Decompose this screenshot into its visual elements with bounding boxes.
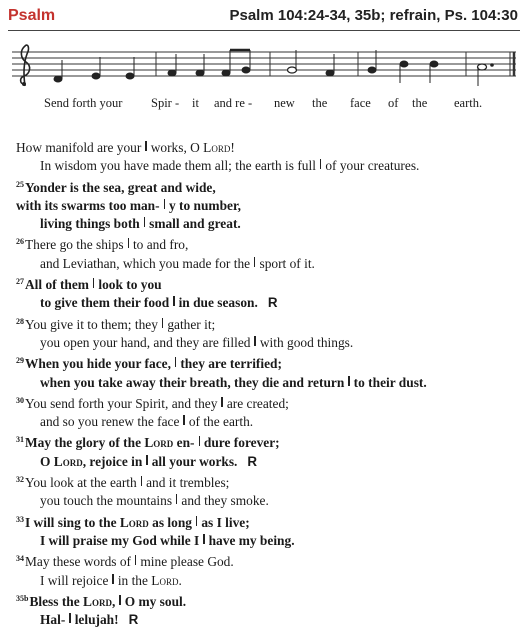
- verse-number: 27: [16, 277, 24, 287]
- verse-text: O: [40, 453, 54, 469]
- verse-text: Yonder is the sea, great and wide,: [25, 179, 216, 195]
- verse-line: [16, 176, 521, 197]
- verse-text: living things both: [40, 216, 140, 232]
- psalm-verses: [16, 139, 521, 629]
- note: [400, 61, 408, 67]
- verse-number: 35b: [16, 593, 29, 603]
- verse-number: 29: [16, 356, 24, 366]
- verse-number: 33: [16, 514, 24, 524]
- verse-text: they are terrified;: [180, 356, 282, 372]
- verse-line: [16, 492, 521, 510]
- pointing-mark: [164, 199, 165, 209]
- verse-text: have my being.: [208, 532, 295, 548]
- verse-text: gather it;: [167, 316, 216, 332]
- note: [92, 73, 100, 79]
- verse-line: [16, 392, 521, 413]
- verse-line: [16, 233, 521, 254]
- verse-text: You give it to them; they: [25, 316, 158, 332]
- verse-line: [16, 197, 521, 215]
- lyric-syllable: new: [274, 96, 295, 110]
- verse-text: Hal-: [40, 612, 66, 628]
- verse-text: , rejoice in: [82, 453, 143, 469]
- verse-text: small and great.: [149, 216, 241, 232]
- refrain-marker: R: [128, 612, 139, 628]
- verse-text: and so you renew the face: [40, 414, 180, 430]
- verse-text: .: [178, 572, 182, 588]
- pointing-mark: [199, 436, 200, 446]
- pointing-mark: [175, 357, 176, 367]
- divine-name: Lord: [144, 435, 174, 451]
- verse-text: to and fro,: [132, 237, 189, 253]
- note: [196, 70, 204, 76]
- lyric-syllable: the: [312, 96, 328, 110]
- lyric-syllable: and re -: [214, 96, 253, 110]
- verse-line: [16, 453, 521, 471]
- verse-number: 34: [16, 554, 24, 564]
- verse-text: of your creatures.: [325, 158, 420, 174]
- verse-line: [16, 294, 521, 312]
- verse-text: you open your hand, and they are filled: [40, 334, 251, 350]
- verse-text: Bless the: [29, 593, 84, 609]
- verse-text: and they smoke.: [181, 493, 269, 509]
- verse-text: in due season.: [178, 295, 258, 311]
- pointing-mark: [176, 494, 177, 504]
- verse-line: [16, 532, 521, 550]
- verse-text: in the: [117, 572, 152, 588]
- verse-text: lelujah!: [74, 612, 119, 628]
- verse-line: [16, 215, 521, 233]
- divine-name: Lord: [53, 453, 83, 469]
- refrain-marker: R: [247, 453, 258, 469]
- verse-text: you touch the mountains: [40, 493, 173, 509]
- verse-line: [16, 572, 521, 590]
- lyric-syllable: the: [412, 96, 428, 110]
- verse-line: [16, 611, 521, 629]
- verse-text: May these words of: [25, 554, 131, 570]
- verse-text: I will sing to the: [25, 514, 120, 530]
- dotted-half-note: [478, 64, 487, 70]
- notes: [54, 50, 493, 86]
- verse-text: and it trembles;: [146, 475, 230, 491]
- divine-name: Lord: [83, 593, 112, 609]
- verse-text: all your works.: [151, 453, 238, 469]
- note: [222, 70, 230, 76]
- verse-text: I will praise my God while I: [40, 532, 200, 548]
- verse-text: with its swarms too man-: [16, 197, 160, 213]
- pointing-mark: [254, 336, 255, 346]
- pointing-mark: [221, 397, 222, 407]
- verse-line: [16, 313, 521, 334]
- note: [368, 67, 376, 73]
- verse-text: are created;: [226, 395, 289, 411]
- half-note: [288, 67, 297, 73]
- section-label: Psalm: [8, 7, 56, 24]
- lyric-syllable: face: [350, 96, 371, 110]
- lyric-syllable: Spir -: [151, 96, 180, 110]
- note: [430, 61, 438, 67]
- music-notation: [10, 40, 520, 92]
- verse-line: [16, 374, 521, 392]
- note: [168, 70, 176, 76]
- pointing-mark: [112, 574, 113, 584]
- pointing-mark: [135, 555, 136, 565]
- verse-line: [16, 413, 521, 431]
- verse-text: !: [230, 140, 235, 155]
- lyric-syllable: Send forth your: [44, 96, 123, 110]
- lyric-syllable: it: [192, 96, 199, 110]
- verse-text: sport of it.: [259, 255, 315, 271]
- psalm-reference: Psalm 104:24-34, 35b; refrain, Ps. 104:30: [229, 7, 518, 24]
- note-dot: [491, 64, 494, 67]
- verse-number: 31: [16, 435, 24, 445]
- verse-text: as I live;: [201, 514, 250, 530]
- verse-line: [16, 590, 521, 611]
- verse-line: [16, 157, 521, 175]
- verse-text: and Leviathan, which you made for the: [40, 255, 251, 271]
- verse-line: [16, 550, 521, 571]
- verse-text: to their dust.: [353, 374, 427, 390]
- divine-name: Lord: [119, 514, 149, 530]
- verse-number: 25: [16, 179, 24, 189]
- divine-name: Lord: [151, 572, 179, 588]
- divine-name: Lord: [203, 140, 231, 155]
- pointing-mark: [348, 376, 349, 386]
- pointing-mark: [203, 534, 204, 544]
- pointing-mark: [173, 296, 174, 306]
- verse-text: look to you: [98, 277, 162, 293]
- verse-line: [16, 431, 521, 452]
- verse-text: dure forever;: [203, 435, 280, 451]
- pointing-mark: [128, 238, 129, 248]
- pointing-mark: [183, 415, 184, 425]
- verse-text: All of them: [25, 277, 89, 293]
- verse-text: of the earth.: [188, 414, 254, 430]
- staff-lines: [12, 52, 516, 76]
- verse-number: 28: [16, 316, 24, 326]
- treble-clef-icon: [21, 45, 30, 86]
- lyric-syllable: of: [388, 96, 399, 110]
- verse-line: [16, 352, 521, 373]
- verse-line: [16, 255, 521, 273]
- pointing-mark: [141, 476, 142, 486]
- verse-text: to give them their food: [40, 295, 170, 311]
- pointing-mark: [320, 159, 321, 169]
- verse-text: You look at the earth: [25, 475, 137, 491]
- verse-text: I will rejoice: [40, 572, 109, 588]
- pointing-mark: [196, 516, 197, 526]
- verse-line: [16, 511, 521, 532]
- note: [326, 70, 334, 76]
- note: [242, 67, 250, 73]
- verse-number: 32: [16, 475, 24, 485]
- verse-text: works, O: [150, 140, 204, 155]
- verse-text: en-: [173, 435, 195, 451]
- lyric-syllable: earth.: [454, 96, 483, 110]
- verse-line: [16, 334, 521, 352]
- verse-text: How manifold are your: [16, 140, 142, 155]
- verse-line: [16, 273, 521, 294]
- refrain-lyrics: [0, 96, 528, 114]
- verse-text: In wisdom you have made them all; the earth is full: [40, 158, 316, 174]
- pointing-mark: [69, 613, 70, 623]
- refrain-marker: R: [267, 295, 278, 311]
- verse-text: O my soul.: [124, 593, 187, 609]
- verse-text: ,: [111, 593, 116, 609]
- page-header: [0, 0, 528, 30]
- pointing-mark: [162, 318, 163, 328]
- verse-text: May the glory of the: [25, 435, 145, 451]
- verse-text: when you take away their breath, they die and return: [40, 374, 345, 390]
- pointing-mark: [119, 595, 120, 605]
- pointing-mark: [93, 278, 94, 288]
- pointing-mark: [145, 141, 146, 151]
- verse-number: 30: [16, 395, 24, 405]
- verse-text: When you hide your face,: [25, 356, 171, 372]
- verse-text: with good things.: [259, 334, 354, 350]
- verse-text: There go the ships: [25, 237, 124, 253]
- verse-line: [16, 139, 521, 157]
- header-divider: [8, 30, 520, 31]
- verse-number: 26: [16, 237, 24, 247]
- note: [54, 76, 62, 82]
- verse-line: [16, 471, 521, 492]
- verse-text: as long: [148, 514, 192, 530]
- pointing-mark: [254, 257, 255, 267]
- verse-text: y to number,: [168, 197, 242, 213]
- verse-text: You send forth your Spirit, and they: [25, 395, 218, 411]
- pointing-mark: [144, 217, 145, 227]
- pointing-mark: [146, 455, 147, 465]
- note: [126, 73, 134, 79]
- verse-text: mine please God.: [140, 554, 234, 570]
